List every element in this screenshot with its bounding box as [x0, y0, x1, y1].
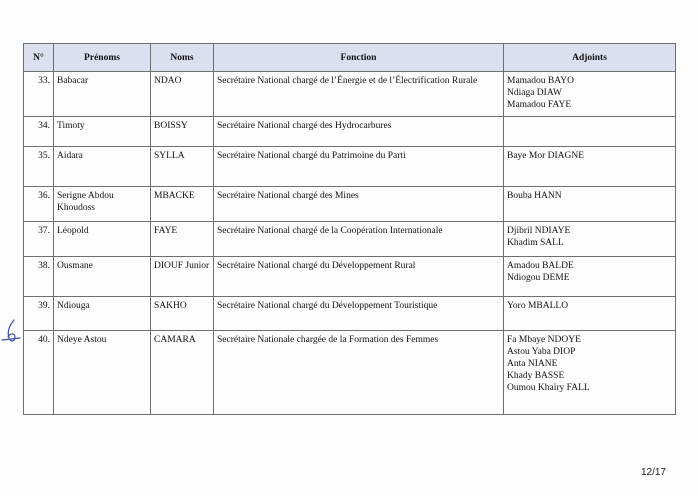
adjoint-name: Yoro MBALLO	[507, 301, 569, 311]
row-number: 39.	[24, 297, 54, 331]
row-number: 40.	[24, 331, 54, 415]
table-row	[24, 187, 676, 222]
adjoint-name: Amadou BALDE	[507, 261, 574, 271]
adjoint-name: Anta NIANE	[507, 359, 558, 369]
header-fonction: Fonction	[214, 44, 504, 72]
table-row	[24, 147, 676, 187]
adjoint-name: Mamadou FAYE	[507, 100, 572, 110]
row-adjoints	[504, 331, 676, 415]
row-prenom: Ndeye Astou	[54, 331, 151, 415]
row-nom: CAMARA	[151, 331, 214, 415]
table-row	[24, 117, 676, 147]
row-prenom: Babacar	[54, 72, 151, 117]
adjoint-name: Ndiaga DIAW	[507, 88, 562, 98]
row-prenom: Serigne Abdou Khoudoss	[54, 187, 151, 222]
row-adjoints	[504, 117, 676, 147]
row-nom: BOISSY	[151, 117, 214, 147]
row-prenom: Timoty	[54, 117, 151, 147]
row-nom: NDAO	[151, 72, 214, 117]
header-prenoms: Prénoms	[54, 44, 151, 72]
adjoint-name: Astou Yaba DIOP	[507, 347, 576, 357]
adjoint-name: Ndiogou DEME	[507, 273, 570, 283]
row-nom: SYLLA	[151, 147, 214, 187]
table-row	[24, 331, 676, 415]
row-number: 36.	[24, 187, 54, 222]
members-table	[23, 43, 676, 415]
handwritten-mark-icon	[0, 318, 22, 346]
row-number: 34.	[24, 117, 54, 147]
adjoint-name: Khadim SALL	[507, 238, 564, 248]
row-fonction: Secrétaire Nationale chargée de la Formation des Femmes	[214, 331, 504, 415]
row-adjoints	[504, 72, 676, 117]
row-fonction: Secrétaire National chargé des Hydrocarbures	[214, 117, 504, 147]
adjoint-name: Djibril NDIAYE	[507, 226, 571, 236]
row-adjoints	[504, 187, 676, 222]
adjoint-name: Mamadou BAYO	[507, 76, 574, 86]
table-row	[24, 257, 676, 297]
table-header-row	[24, 44, 676, 72]
adjoint-name: Fa Mbaye NDOYE	[507, 335, 581, 345]
table-row	[24, 72, 676, 117]
row-nom: MBACKE	[151, 187, 214, 222]
page-number: 12/17	[640, 467, 666, 478]
row-prenom: Aidara	[54, 147, 151, 187]
adjoint-name: Baye Mor DIAGNE	[507, 151, 585, 161]
row-fonction: Secrétaire National chargé de la Coopération Internationale	[214, 222, 504, 257]
adjoint-name: Khady BASSE	[507, 371, 565, 381]
row-fonction: Secrétaire National chargé de l’Énergie et de l’Électrification Rurale	[214, 72, 504, 117]
row-prenom: Ndiouga	[54, 297, 151, 331]
row-adjoints	[504, 147, 676, 187]
row-fonction: Secrétaire National chargé des Mines	[214, 187, 504, 222]
row-number: 35.	[24, 147, 54, 187]
row-nom: FAYE	[151, 222, 214, 257]
row-fonction: Secrétaire National chargé du Développement Touristique	[214, 297, 504, 331]
table-row	[24, 297, 676, 331]
header-number: N°	[24, 44, 54, 72]
row-nom: SAKHO	[151, 297, 214, 331]
row-nom: DIOUF Junior	[151, 257, 214, 297]
row-fonction: Secrétaire National chargé du Patrimoine du Parti	[214, 147, 504, 187]
row-prenom: Ousmane	[54, 257, 151, 297]
adjoint-name: Bouba HANN	[507, 191, 562, 201]
table-row	[24, 222, 676, 257]
adjoint-name: Oumou Khaïry FALL	[507, 383, 590, 393]
row-fonction: Secrétaire National chargé du Développement Rural	[214, 257, 504, 297]
row-adjoints	[504, 297, 676, 331]
row-adjoints	[504, 222, 676, 257]
row-number: 33.	[24, 72, 54, 117]
row-number: 38.	[24, 257, 54, 297]
row-prenom: Léopold	[54, 222, 151, 257]
row-adjoints	[504, 257, 676, 297]
header-noms: Noms	[151, 44, 214, 72]
row-number: 37.	[24, 222, 54, 257]
header-adjoints: Adjoints	[504, 44, 676, 72]
